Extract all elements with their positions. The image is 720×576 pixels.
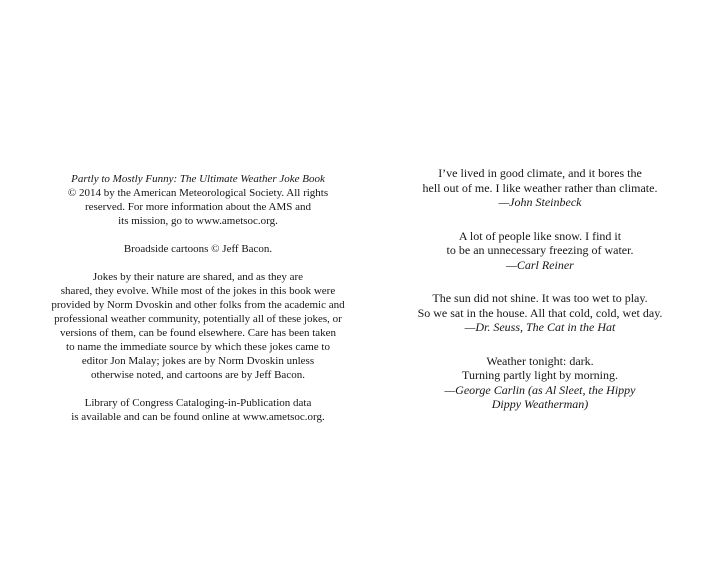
jokes-note-line: to name the immediate source by which these jokes came to [66, 341, 330, 353]
quote-attribution: —John Steinbeck [498, 195, 582, 209]
library-of-congress-block [42, 396, 354, 424]
jokes-note-line: editor Jon Malay; jokes are by Norm Dvoskin unless [81, 355, 315, 367]
book-title: Partly to Mostly Funny: The Ultimate Weather Joke Book [71, 173, 325, 185]
quote-line: to be an unnecessary freezing of water. [446, 243, 634, 257]
quote-line: Turning partly light by morning. [462, 368, 618, 382]
quote-seuss [390, 291, 690, 335]
copyright-line: reserved. For more information about the AMS and [84, 201, 312, 213]
quote-line: I’ve lived in good climate, and it bores the [438, 166, 642, 180]
quote-line: hell out of me. I like weather rather than climate. [422, 180, 658, 195]
epigraph-page [390, 166, 690, 431]
jokes-note-line: professional weather community, potentially all of these jokes, or [54, 313, 342, 325]
quote-line: A lot of people like snow. I find it [458, 228, 622, 243]
cartoons-credit-block [42, 242, 354, 256]
cartoons-credit: Broadside cartoons © Jeff Bacon. [123, 243, 273, 255]
quote-line: So we sat in the house. All that cold, cold, wet day. [417, 305, 663, 320]
copyright-page [42, 172, 354, 438]
quote-line: The sun did not shine. It was too wet to play. [432, 291, 648, 305]
copyright-line: © 2014 by the American Meteorological Society. All rights [67, 187, 329, 199]
quote-attribution: —George Carlin (as Al Sleet, the Hippy [444, 382, 636, 397]
jokes-note-line: shared, they evolve. While most of the jokes in this book were [60, 285, 336, 297]
quote-carlin [390, 354, 690, 412]
loc-line: is available and can be found online at www.ametsoc.org. [71, 411, 325, 423]
quote-attribution: —Dr. Seuss, The Cat in the Hat [464, 320, 616, 334]
quote-attribution: —Carl Reiner [506, 257, 574, 272]
jokes-note-line: provided by Norm Dvoskin and other folks from the academic and [51, 299, 345, 311]
jokes-note-line: versions of them, can be found elsewhere. Care has been taken [59, 327, 337, 339]
quote-steinbeck [390, 166, 690, 210]
copyright-line: its mission, go to www.ametsoc.org. [118, 215, 278, 227]
quote-reiner [390, 229, 690, 273]
quote-attribution: Dippy Weatherman) [491, 397, 589, 411]
publication-info-block [42, 172, 354, 228]
jokes-note-line: otherwise noted, and cartoons are by Jeff Bacon. [91, 369, 305, 381]
quote-line: Weather tonight: dark. [486, 353, 594, 368]
jokes-note-line: Jokes by their nature are shared, and as they are [92, 271, 304, 283]
loc-line: Library of Congress Cataloging-in-Publication data [84, 397, 312, 409]
jokes-note-block [42, 270, 354, 382]
